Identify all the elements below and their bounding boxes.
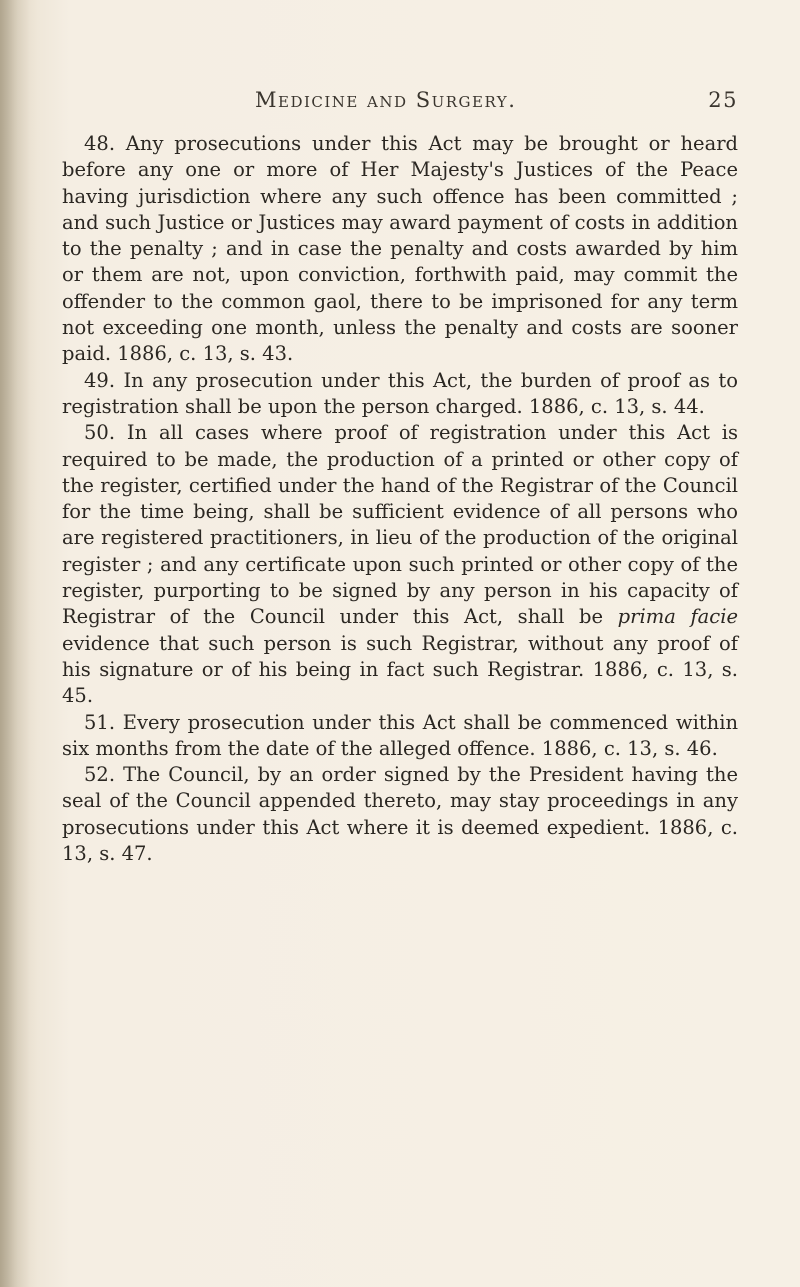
latin-phrase: prima facie: [617, 605, 738, 629]
section-text-continued: evidence that such person is such Registrar, without any proof of his signature or of his being in fact such Registrar. 1886, c. 13, s. 45.: [62, 631, 738, 708]
section-text: Any prosecutions under this Act may be brought or heard before any one or more of Her Majesty's Justices of the Peace having jurisdiction where any such offence has been committed ; and such Justice or Justices may award payment of costs in addition to the penalty ; and in case the penalty and costs awarded by him or them are not, upon conviction, forthwith paid, may commit the offender to the common gaol, there to be imprisoned for any term not exceeding one month, unless the penalty and costs are sooner paid. 1886, c. 13, s. 43.: [62, 132, 739, 366]
section-number: 51.: [84, 710, 116, 734]
section-52: [62, 762, 738, 867]
page-number: 25: [708, 88, 738, 112]
section-50: [62, 420, 738, 709]
section-text: Every prosecution under this Act shall be commenced within six months from the date of the alleged offence. 1886, c. 13, s. 46.: [62, 710, 739, 760]
section-number: 48.: [84, 132, 116, 155]
body-text: [62, 131, 738, 867]
running-header: [255, 88, 740, 118]
section-49: [62, 368, 738, 421]
section-51: [62, 710, 738, 763]
running-title: Medicine and Surgery.: [255, 88, 517, 112]
page-spine-shadow: [0, 0, 30, 1287]
section-text: In any prosecution under this Act, the burden of proof as to registration shall be upon the person charged. 1886, c. 13, s. 44.: [62, 368, 739, 418]
section-text: In all cases where proof of registration under this Act is required to be made, the production of a printed or other copy of the register, certified under the hand of the Registrar of the Council for the time being, shall be sufficient evidence of all persons who are registered practitioners, in lieu of the production of the original register ; and any certificate upon such printed or other copy of the register, purporting to be signed by any person in his capacity of Registrar of the Council under this Act, shall be: [62, 421, 739, 629]
section-number: 50.: [84, 421, 116, 445]
section-text: The Council, by an order signed by the President having the seal of the Council appended thereto, may stay proceedings in any prosecutions under this Act where it is deemed expedient. 1886, c. 13, s. 47.: [62, 763, 738, 866]
section-48: [62, 131, 738, 368]
section-number: 49.: [84, 368, 116, 392]
section-number: 52.: [84, 763, 116, 787]
